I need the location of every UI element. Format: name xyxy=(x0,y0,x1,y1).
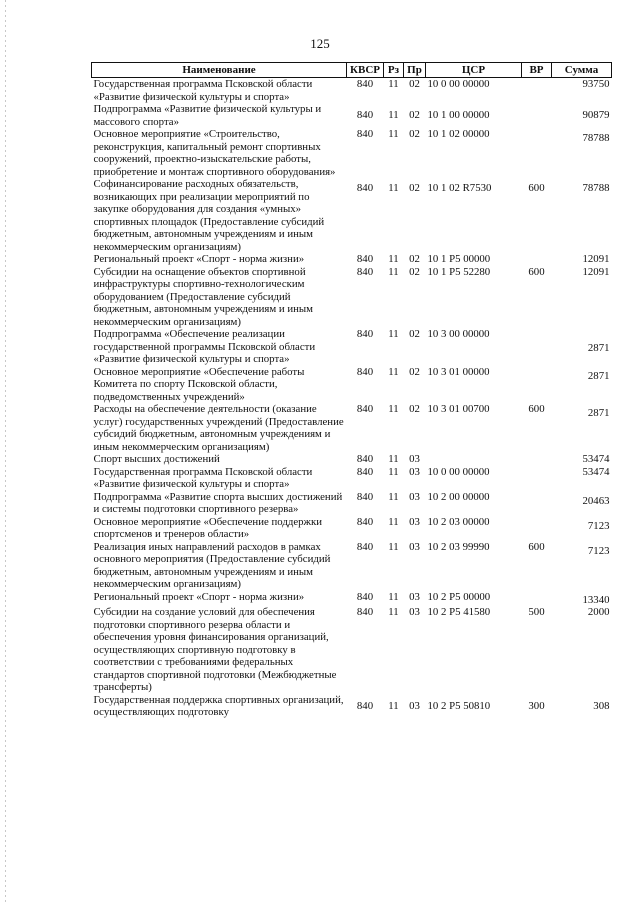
table-row xyxy=(92,328,612,366)
table-row xyxy=(92,606,612,694)
row-name: Основное мероприятие «Обеспечение поддержки спортсменов и тренеров области» xyxy=(93,515,322,540)
row-csr: 10 2 03 99990 xyxy=(427,540,490,553)
row-name: Расходы на обеспечение деятельности (оказание услуг) государственных учреждений (Предоставление субсидий бюджетным, автономным учреждениям и иным некоммерческим организациям) xyxy=(93,403,344,453)
row-rz: 11 xyxy=(388,128,399,140)
row-rz: 11 xyxy=(388,365,399,378)
row-pr: 03 xyxy=(409,606,420,618)
row-kvsr: 840 xyxy=(356,606,374,618)
row-name: Государственная программа Псковской области «Развитие физической культуры и спорта» xyxy=(93,465,313,490)
row-rz: 11 xyxy=(388,109,399,122)
budget-table xyxy=(91,62,612,719)
table-row xyxy=(92,516,612,541)
row-vr: 600 xyxy=(528,403,545,415)
row-pr: 03 xyxy=(409,590,420,603)
row-sum: 78788 xyxy=(582,132,610,144)
row-pr: 02 xyxy=(409,265,420,278)
row-csr: 10 1 02 00000 xyxy=(427,128,490,140)
row-sum: 13340 xyxy=(582,593,610,606)
row-kvsr: 840 xyxy=(356,453,374,465)
row-kvsr: 840 xyxy=(356,182,374,194)
row-sum: 7123 xyxy=(587,544,610,557)
table-row xyxy=(92,541,612,591)
row-csr xyxy=(426,453,522,466)
row-kvsr: 840 xyxy=(356,515,374,528)
row-pr: 03 xyxy=(409,699,420,712)
row-vr xyxy=(522,78,552,104)
row-vr xyxy=(522,328,552,366)
header-name: Наименование xyxy=(92,63,347,78)
row-kvsr: 840 xyxy=(356,465,374,478)
row-vr: 500 xyxy=(528,606,545,618)
row-sum: 20463 xyxy=(582,494,610,507)
row-kvsr: 840 xyxy=(356,540,374,553)
table-row xyxy=(92,253,612,266)
row-csr: 10 3 01 00000 xyxy=(427,365,490,378)
row-sum: 78788 xyxy=(582,182,610,194)
row-name: Подпрограмма «Развитие спорта высших достижений и системы подготовки спортивного резерва» xyxy=(93,490,343,515)
row-pr: 02 xyxy=(409,109,420,122)
row-sum: 53474 xyxy=(582,453,610,465)
row-pr: 03 xyxy=(409,453,420,465)
row-vr xyxy=(522,253,552,266)
row-csr: 10 2 P5 50810 xyxy=(427,699,491,712)
table-row xyxy=(92,266,612,329)
header-kvsr: КВСР xyxy=(347,63,384,78)
row-vr xyxy=(522,466,552,491)
row-sum: 93750 xyxy=(582,78,610,90)
row-kvsr: 840 xyxy=(356,128,374,140)
page-number: 125 xyxy=(310,36,330,51)
row-name: Спорт высших достижений xyxy=(93,453,220,465)
row-vr xyxy=(522,453,552,466)
row-csr: 10 1 02 R7530 xyxy=(427,182,492,194)
table-row xyxy=(92,403,612,453)
row-pr: 03 xyxy=(409,490,420,503)
row-csr: 10 1 P5 00000 xyxy=(427,253,491,265)
table-header-row xyxy=(92,63,612,78)
table-row xyxy=(92,128,612,178)
row-rz: 11 xyxy=(388,403,399,415)
row-vr xyxy=(522,491,552,516)
header-vr: ВР xyxy=(522,63,552,78)
row-csr: 10 2 03 00000 xyxy=(427,515,490,528)
row-sum: 2871 xyxy=(587,342,610,354)
row-sum: 2871 xyxy=(587,407,610,419)
row-pr: 03 xyxy=(409,540,420,553)
row-pr: 02 xyxy=(409,403,420,415)
row-pr: 02 xyxy=(409,365,420,378)
row-vr xyxy=(522,103,552,128)
row-pr: 03 xyxy=(409,515,420,528)
row-csr: 10 0 00 00000 xyxy=(427,78,490,90)
row-sum: 308 xyxy=(593,699,610,712)
row-name: Субсидии на создание условий для обеспечения подготовки спортивного резерва области и обеспечения уровня финансирования организаций, осуществляющих спортивную подготовку в соответствии с требованиями федеральных стандартов спортивной подготовки (Межбюджетные трансферты) xyxy=(93,606,337,693)
row-rz: 11 xyxy=(388,265,399,278)
row-rz: 11 xyxy=(388,465,399,478)
row-sum: 12091 xyxy=(582,253,610,265)
row-vr xyxy=(522,128,552,178)
row-csr: 10 3 00 00000 xyxy=(427,328,490,340)
row-vr: 600 xyxy=(528,265,545,278)
row-name: Подпрограмма «Развитие физической культуры и массового спорта» xyxy=(93,103,322,128)
row-rz: 11 xyxy=(388,328,399,340)
row-rz: 11 xyxy=(388,515,399,528)
row-kvsr: 840 xyxy=(356,109,374,122)
header-pr: Пр xyxy=(404,63,426,78)
table-row xyxy=(92,694,612,719)
row-kvsr: 840 xyxy=(356,490,374,503)
row-kvsr: 840 xyxy=(356,253,374,265)
row-name: Реализация иных направлений расходов в рамках основного мероприятия (Предоставление субсидий бюджетным, автономным учреждениям и иным некоммерческим организациям) xyxy=(93,540,331,590)
table-row xyxy=(92,78,612,104)
row-pr: 02 xyxy=(409,253,420,265)
row-pr: 02 xyxy=(409,328,420,340)
row-rz: 11 xyxy=(388,606,399,618)
row-vr xyxy=(522,516,552,541)
row-kvsr: 840 xyxy=(356,590,374,603)
header-rz: Рз xyxy=(384,63,404,78)
row-kvsr: 840 xyxy=(356,78,374,90)
row-pr: 02 xyxy=(409,182,420,194)
table-row xyxy=(92,178,612,253)
row-name: Субсидии на оснащение объектов спортивной инфраструктуры спортивно-технологическим оборудованием (Предоставление субсидий бюджетным, автономным учреждениям и иным некоммерческим организациям) xyxy=(93,265,313,328)
row-kvsr: 840 xyxy=(356,328,374,340)
row-pr: 03 xyxy=(409,465,420,478)
row-kvsr: 840 xyxy=(356,365,374,378)
table-row xyxy=(92,453,612,466)
table-row xyxy=(92,366,612,404)
row-rz: 11 xyxy=(388,453,399,465)
table-row xyxy=(92,591,612,607)
row-kvsr: 840 xyxy=(356,403,374,415)
row-vr: 300 xyxy=(528,699,545,712)
row-sum: 7123 xyxy=(587,519,610,532)
row-rz: 11 xyxy=(388,590,399,603)
row-name: Подпрограмма «Обеспечение реализации государственной программы Псковской области «Развитие физической культуры и спорта» xyxy=(93,328,316,365)
row-name: Государственная программа Псковской области «Развитие физической культуры и спорта» xyxy=(93,78,313,103)
row-rz: 11 xyxy=(388,78,399,90)
scan-edge-artifact xyxy=(5,0,6,905)
row-rz: 11 xyxy=(388,490,399,503)
row-rz: 11 xyxy=(388,182,399,194)
row-name: Государственная поддержка спортивных организаций, осуществляющих подготовку xyxy=(93,693,344,718)
row-csr: 10 2 P5 41580 xyxy=(427,606,491,618)
row-name: Основное мероприятие «Обеспечение работы Комитета по спорту Псковской области, подведомственных учреждений» xyxy=(93,365,305,403)
table-row xyxy=(92,491,612,516)
row-name: Софинансирование расходных обязательств, возникающих при реализации мероприятий по закупке оборудования для создания «умных» спортивных площадок (Предоставление субсидий бюджетным, автономным учреждениям и иным некоммерческим организациям) xyxy=(93,178,325,253)
row-kvsr: 840 xyxy=(356,265,374,278)
row-rz: 11 xyxy=(388,540,399,553)
header-csr: ЦСР xyxy=(426,63,522,78)
row-csr: 10 0 00 00000 xyxy=(427,465,490,478)
header-sum: Сумма xyxy=(552,63,612,78)
row-name: Основное мероприятие «Строительство, реконструкция, капитальный ремонт спортивных сооружений, проектно-изыскательские работы, приобретение и монтаж спортивного оборудования» xyxy=(93,128,336,178)
row-csr: 10 1 P5 52280 xyxy=(427,265,491,278)
row-csr: 10 3 01 00700 xyxy=(427,403,490,415)
row-pr: 02 xyxy=(409,128,420,140)
row-pr: 02 xyxy=(409,78,420,90)
row-vr: 600 xyxy=(528,540,545,553)
row-sum: 53474 xyxy=(582,465,610,478)
row-rz: 11 xyxy=(388,699,399,712)
row-sum: 2871 xyxy=(587,369,610,382)
row-name: Региональный проект «Спорт - норма жизни» xyxy=(93,590,305,603)
row-csr: 10 2 00 00000 xyxy=(427,490,490,503)
table-row xyxy=(92,103,612,128)
row-vr: 600 xyxy=(528,182,545,194)
table-row xyxy=(92,466,612,491)
row-sum: 12091 xyxy=(582,265,610,278)
row-name: Региональный проект «Спорт - норма жизни» xyxy=(93,253,305,265)
row-vr xyxy=(522,591,552,607)
row-rz: 11 xyxy=(388,253,399,265)
row-kvsr: 840 xyxy=(356,699,374,712)
row-csr: 10 2 P5 00000 xyxy=(427,590,491,603)
row-sum: 90879 xyxy=(582,109,610,122)
row-vr xyxy=(522,366,552,404)
row-sum: 2000 xyxy=(587,606,610,618)
row-csr: 10 1 00 00000 xyxy=(427,109,490,122)
